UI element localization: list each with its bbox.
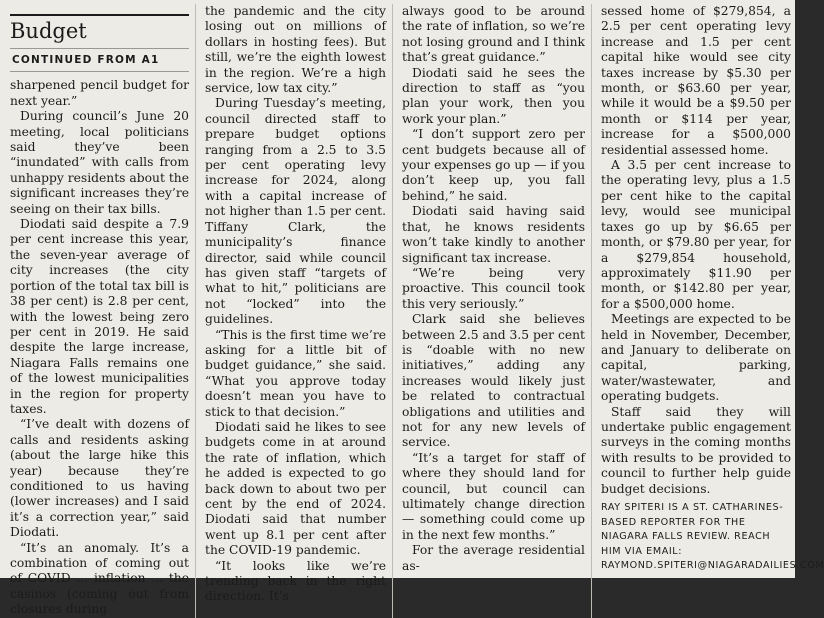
paragraph: the pandemic and the city losing out on millions of dollars in hosting fees). But still, we’re the eighth lowest in the region. We’re a high service, low tax city.” (205, 4, 386, 96)
paragraph: Diodati said despite a 7.9 per cent increase this year, the seven-year average of city increases (the city portion of the total tax bill is 38 per cent) is 2.8 per cent, with the lowest being zero per cent in 2019. He said despite the large increase, Niagara Falls remains one of the lowest municipalities in the region for property taxes. (10, 217, 189, 416)
paragraph: “I don’t support zero per cent budgets because all of your expenses go up — if you don’t keep up, you fall behind,” he said. (402, 127, 585, 203)
column-4 (601, 4, 824, 618)
paragraph: During Tuesday’s meeting, council directed staff to prepare budget options ranging from a 2.5 to 3.5 per cent operating levy increase for 2024, along with a capital increase of not higher than 1.5 per cent. Tiffany Clark, the municipality’s finance director, said while council has given staff “targets of what to hit,” politicians are not “locked” into the guidelines. (205, 96, 386, 327)
column-1 (10, 4, 196, 618)
article-columns (10, 4, 824, 617)
author-byline: RAY SPITERI IS A ST. CATHARINES-BASED REPORTER FOR THE NIAGARA FALLS REVIEW. REACH HIM VIA EMAIL: RAYMOND.SPITERI@NIAGARADAILIES.COM (601, 502, 824, 571)
paragraph: “It’s an anomaly. It’s a combination of coming out of COVID ... inflation ... the casinos (coming out from closures during (10, 540, 189, 617)
paragraph: Meetings are expected to be held in November, December, and January to deliberate on capital, parking, water/wastewater, and operating budgets. (601, 312, 791, 404)
paragraph: sessed home of $279,854, a 2.5 per cent operating levy increase and 1.5 per cent capital hike would see city taxes increase by $5.30 per month, or $63.60 per year, while it would be a $9.50 per month or $114 per year, increase for a $500,000 residential assessed home. (601, 4, 791, 157)
continued-label: CONTINUED FROM A1 (10, 48, 189, 72)
article-heading: Budget (10, 14, 189, 46)
paragraph: “It looks like we’re trending back in the right direction. It’s (205, 558, 386, 604)
paragraph: Diodati said he likes to see budgets come in at around the rate of inflation, which he added is expected to go back down to about two per cent by the end of 2024. Diodati said that number went up 8.1 per cent after the COVID-19 pandemic. (205, 419, 386, 558)
paragraph: Diodati said having said that, he knows residents won’t take kindly to another significant tax increase. (402, 204, 585, 265)
paragraph: “It’s a target for staff of where they should land for council, but council can ultimately change direction — something could come up in the next few months.” (402, 450, 585, 542)
paragraph: always good to be around the rate of inflation, so we’re not losing ground and I think that’s great guidance.” (402, 4, 585, 65)
column-2 (205, 4, 393, 618)
paragraph: Staff said they will undertake public engagement surveys in the coming months with results to be provided to council to further help guide budget decisions. (601, 404, 791, 496)
column-3 (402, 4, 592, 618)
paragraph: Clark said she believes between 2.5 and 3.5 per cent is “doable with no new initiatives,” adding any increases would likely just be related to contractual obligations and utilities and not for any new levels of service. (402, 312, 585, 450)
paragraph: “We’re being very proactive. This council took this very seriously.” (402, 265, 585, 311)
paragraph: For the average residential as- (402, 543, 585, 573)
paragraph: “I’ve dealt with dozens of calls and residents asking (about the large hike this year) because they’re conditioned to us having (lower increases) and I said it’s a correction year,” said Diodati. (10, 417, 189, 540)
paragraph: Diodati said he sees the direction to staff as “you plan your work, then you work your plan.” (402, 65, 585, 126)
paragraph: “This is the first time we’re asking for a little bit of budget guidance,” she said. “What you approve today doesn’t mean you have to stick to that decision.” (205, 327, 386, 419)
paragraph: A 3.5 per cent increase to the operating levy, plus a 1.5 per cent hike to the capital levy, would see municipal taxes go up by $6.65 per month, or $79.80 per year, for a $279,854 household, approximately $11.90 per month, or $142.80 per year, for a $500,000 home. (601, 158, 791, 311)
paragraph: During council’s June 20 meeting, local politicians said they’ve been “inundated” with calls from unhappy residents about the significant increases they’re seeing on their tax bills. (10, 109, 189, 216)
paragraph: sharpened pencil budget for next year.” (10, 78, 189, 108)
